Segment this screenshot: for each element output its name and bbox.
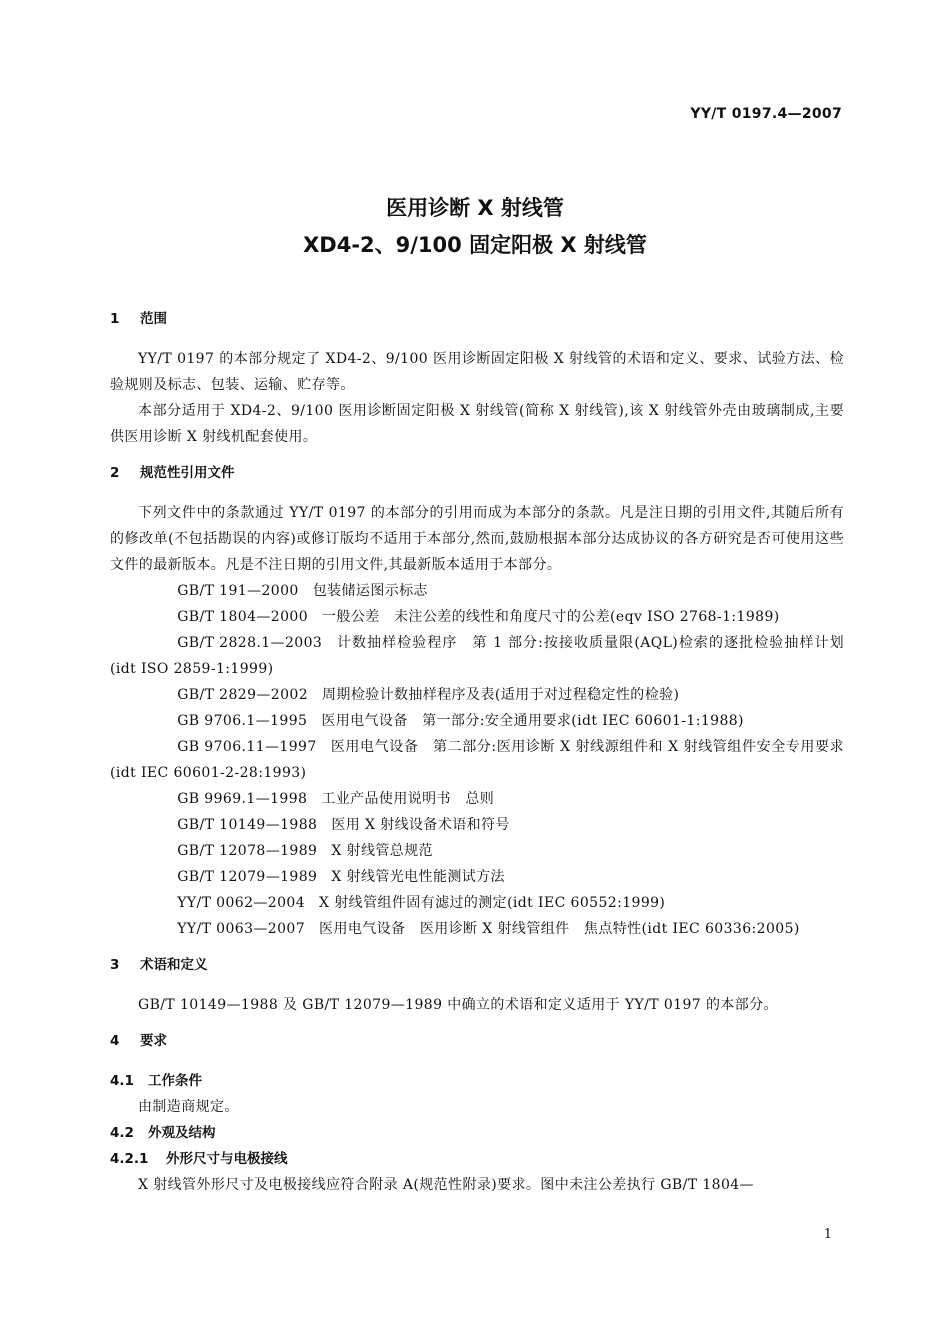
section-1-heading [110,306,844,332]
document-body [110,306,844,1198]
document-title-line1: 医用诊断 X 射线管 [386,196,564,220]
reference-code: GB/T 191—2000 [177,583,299,599]
reference-code: GB/T 12079—1989 [177,869,318,885]
subsection-4-1-heading [110,1068,844,1094]
section-title: 外形尺寸与电极接线 [166,1151,288,1167]
reference-title: 医用 X 射线设备术语和符号 [331,817,510,833]
section-number: 4.2.1 [110,1151,149,1167]
reference-code: GB/T 2828.1—2003 [177,635,323,651]
page-number: 1 [823,1227,832,1242]
reference-item [110,682,844,708]
section-number: 4 [110,1033,120,1049]
standard-code: YY/T 0197.4—2007 [690,106,842,122]
section-title: 规范性引用文件 [140,465,235,481]
reference-title: X 射线管总规范 [331,843,433,859]
reference-code: GB 9706.11—1997 [177,739,317,755]
reference-title: 计数抽样检验程序 第 1 部分:按接收质量限(AQL)检索的逐批检验抽样计划(idt ISO 2859-1:1999) [110,635,844,677]
reference-title: 工业产品使用说明书 总则 [321,791,495,807]
section-4-heading [110,1028,844,1054]
paragraph: GB/T 10149—1988 及 GB/T 12079—1989 中确立的术语和定义适用于 YY/T 0197 的本部分。 [138,997,778,1013]
reference-title: 周期检验计数抽样程序及表(适用于对过程稳定性的检验) [322,687,680,703]
reference-title: 医用电气设备 医用诊断 X 射线管组件 焦点特性(idt IEC 60336:2005) [319,921,800,937]
reference-item [110,734,844,786]
reference-item [110,708,844,734]
reference-item [110,604,844,630]
reference-title: 医用电气设备 第二部分:医用诊断 X 射线源组件和 X 射线管组件安全专用要求(idt IEC 60601-2-28:1993) [110,739,844,781]
reference-title: X 射线管组件固有滤过的测定(idt IEC 60552:1999) [319,895,666,911]
section-3-heading [110,952,844,978]
paragraph: X 射线管外形尺寸及电极接线应符合附录 A(规范性附录)要求。图中未注公差执行 GB/T 1804— [138,1177,754,1193]
section-2-heading [110,460,844,486]
section-title: 外观及结构 [148,1125,216,1141]
subsection-4-2-heading [110,1120,844,1146]
reference-code: GB 9706.1—1995 [177,713,308,729]
reference-item [110,864,844,890]
paragraph: YY/T 0197 的本部分规定了 XD4-2、9/100 医用诊断固定阳极 X 射线管的术语和定义、要求、试验方法、检验规则及标志、包装、运输、贮存等。 [110,351,844,393]
reference-code: GB/T 12078—1989 [177,843,318,859]
paragraph: 本部分适用于 XD4-2、9/100 医用诊断固定阳极 X 射线管(简称 X 射线管),该 X 射线管外壳由玻璃制成,主要供医用诊断 X 射线机配套使用。 [110,403,844,445]
section-number: 4.1 [110,1073,134,1089]
reference-item [110,838,844,864]
reference-item [110,916,844,942]
section-number: 2 [110,465,120,481]
reference-item [110,630,844,682]
reference-item [110,786,844,812]
reference-code: GB/T 2829—2002 [177,687,309,703]
paragraph: 由制造商规定。 [138,1099,239,1115]
document-title-line2: XD4-2、9/100 固定阳极 X 射线管 [303,233,647,257]
section-title: 术语和定义 [140,957,208,973]
section-number: 4.2 [110,1125,134,1141]
reference-code: GB/T 10149—1988 [177,817,318,833]
reference-item [110,812,844,838]
reference-title: 包装储运图示标志 [312,583,428,599]
reference-code: GB 9969.1—1998 [177,791,308,807]
section-title: 范围 [140,311,167,327]
reference-item [110,578,844,604]
paragraph: 下列文件中的条款通过 YY/T 0197 的本部分的引用而成为本部分的条款。凡是注日期的引用文件,其随后所有的修改单(不包括勘误的内容)或修订版均不适用于本部分,然而,鼓励根据本部分达成协议的各方研究是否可使用这些文件的最新版本。凡是不注日期的引用文件,其最新版本适用于本部分。 [110,505,844,573]
reference-code: YY/T 0063—2007 [177,921,306,937]
reference-code: YY/T 0062—2004 [177,895,306,911]
section-title: 要求 [140,1033,167,1049]
section-title: 工作条件 [148,1073,202,1089]
reference-title: X 射线管光电性能测试方法 [331,869,505,885]
reference-title: 一般公差 未注公差的线性和角度尺寸的公差(eqv ISO 2768-1:1989) [322,609,780,625]
reference-title: 医用电气设备 第一部分:安全通用要求(idt IEC 60601-1:1988) [321,713,744,729]
reference-item [110,890,844,916]
section-number: 1 [110,311,120,327]
reference-code: GB/T 1804—2000 [177,609,309,625]
section-number: 3 [110,957,120,973]
subsection-4-2-1-heading [110,1146,844,1172]
